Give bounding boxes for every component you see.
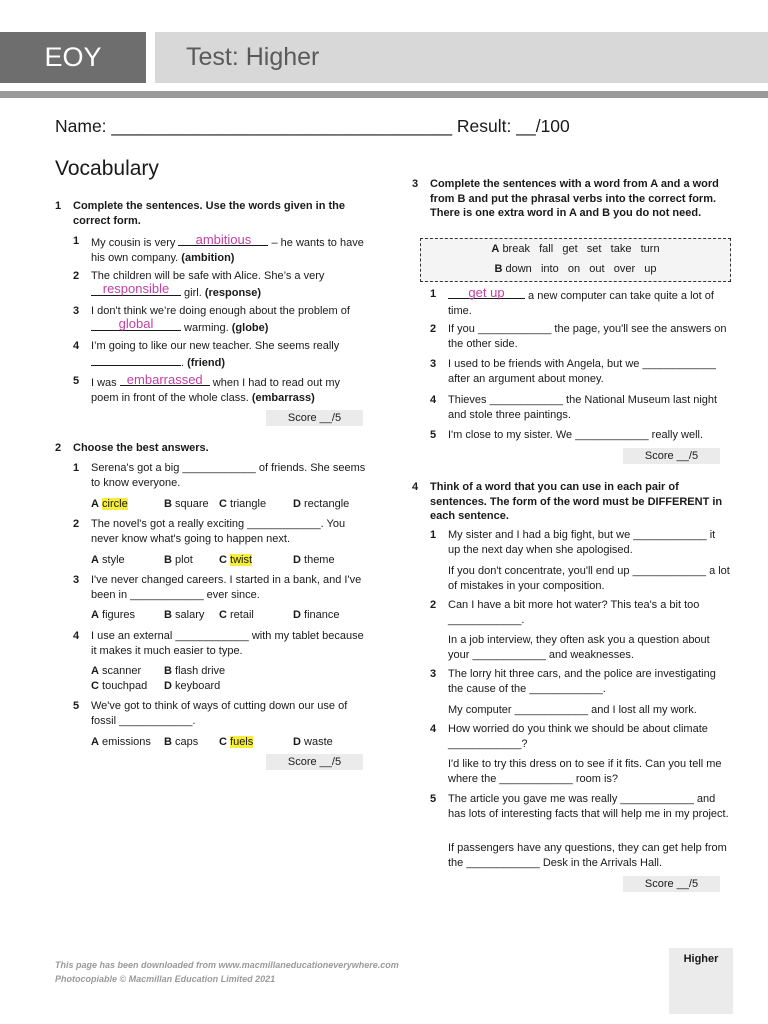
q4-score-box: Score __/5 [623, 876, 720, 892]
item-number: 1 [430, 288, 437, 300]
q2-options-5 [91, 735, 366, 750]
section-heading: Vocabulary [55, 157, 159, 180]
q3-item-1 [430, 284, 730, 318]
q2-item-4 [73, 629, 366, 658]
option-c[interactable]: C fuels [219, 736, 254, 748]
item-text: I was [91, 377, 120, 389]
q3-item-4 [430, 393, 730, 422]
q4-item-5a [430, 792, 730, 821]
header-divider [0, 91, 768, 98]
item-text: My cousin is very [91, 237, 179, 249]
q1-item-1 [73, 231, 366, 265]
option-d[interactable]: D finance [293, 609, 340, 621]
q2-item-5 [73, 699, 366, 728]
q4-instruction-text: Think of a word that you can use in each pair of sentences. The form of the word must be DIFFERENT in each sentence. [430, 481, 723, 522]
page-title: Test: Higher [186, 43, 320, 71]
q4-item-3a [430, 667, 730, 696]
item-number: 3 [430, 668, 437, 680]
q3-score-box: Score __/5 [623, 448, 720, 464]
item-text: – he wants to have his own company. [91, 237, 364, 264]
q2-options-4a [91, 664, 366, 679]
item-text: Thieves ____________ the National Museum last night and stole three paintings. [448, 394, 718, 421]
option-b[interactable]: B caps [164, 736, 199, 748]
q1-item-4 [73, 339, 376, 370]
answer-blank[interactable] [91, 316, 181, 331]
q2-number: 2 [55, 442, 62, 454]
option-d[interactable]: D theme [293, 554, 335, 566]
q3-item-3 [430, 357, 730, 386]
handwritten-answer: embarrassed [126, 371, 203, 387]
q1-item-2 [73, 269, 376, 300]
item-number: 1 [73, 462, 80, 474]
answer-blank[interactable] [91, 354, 181, 366]
q2-instruction [55, 441, 365, 456]
word-box [420, 238, 731, 282]
q2-item-1 [73, 461, 366, 490]
item-text: My sister and I had a big fight, but we ____________ it up the next day when she apologised. [448, 529, 716, 556]
q1-item-5 [73, 371, 366, 405]
option-b[interactable]: B plot [164, 554, 193, 566]
q3-instruction-text: Complete the sentences with a word from A and a word from B and put the phrasal verbs into the correct form. There is one extra word in A and B you do not need. [430, 178, 719, 219]
q4-item-4b: I'd like to try this dress on to see if it fits. Can you tell me where the ____________ room is? [448, 758, 722, 785]
handwritten-answer: get up [468, 284, 505, 300]
q4-item-5b: If passengers have any questions, they can get help from the ____________ Desk in the Arrivals Hall. [448, 842, 727, 869]
option-a[interactable]: A figures [91, 609, 136, 621]
handwritten-answer: responsible [102, 281, 170, 296]
item-number: 1 [73, 235, 80, 247]
q2-options-3 [91, 608, 366, 623]
item-number: 3 [73, 574, 80, 586]
item-text: I don't think we’re doing enough about the problem of [91, 305, 350, 317]
option-d[interactable]: D keyboard [164, 680, 221, 692]
q4-item-2a [430, 598, 730, 627]
footer-photocopiable-line: Photocopiable © Macmillan Education Limited 2021 [55, 974, 276, 984]
item-text: warming. [181, 321, 232, 334]
q4-item-3b: My computer ____________ and I lost all my work. [448, 704, 697, 716]
option-a[interactable]: A style [91, 554, 125, 566]
item-number: 5 [73, 700, 80, 712]
handwritten-answer: global [118, 316, 154, 331]
q3-number: 3 [412, 178, 419, 190]
item-text: I’m going to like our new teacher. She seems really [91, 340, 340, 352]
q4-number: 4 [412, 481, 419, 493]
answer-blank[interactable] [91, 281, 181, 296]
q2-options-2 [91, 553, 366, 568]
item-text: Serena's got a big ____________ of friends. She seems to know everyone. [91, 462, 366, 489]
option-a[interactable]: A emissions [91, 736, 151, 748]
q2-options-1 [91, 497, 366, 512]
name-result-line: Name: ___________________________________ Result: __/100 [55, 116, 570, 136]
item-number: 3 [430, 358, 437, 370]
option-c[interactable]: C twist [219, 554, 253, 566]
word-cue: (friend) [187, 356, 226, 369]
option-b[interactable]: B flash drive [164, 665, 226, 677]
q1-number: 1 [55, 200, 62, 212]
q3-instruction [412, 177, 730, 221]
item-number: 2 [73, 518, 80, 530]
q1-instruction-text: Complete the sentences. Use the words given in the correct form. [73, 200, 346, 227]
footer-download-line: This page has been downloaded from www.macmillaneducationeverywhere.com [55, 960, 399, 970]
item-text: I'm close to my sister. We ____________ really well. [448, 429, 704, 441]
item-number: 2 [430, 599, 437, 611]
word-cue: (embarrass) [251, 391, 315, 404]
item-number: 5 [73, 375, 80, 387]
q3-item-5 [430, 428, 730, 443]
option-d[interactable]: D rectangle [293, 498, 350, 510]
q3-item-2 [430, 322, 730, 351]
q2-item-2 [73, 517, 366, 546]
item-text: The lorry hit three cars, and the police are investigating the cause of the ____________. [448, 668, 716, 695]
item-text: The article you gave me was really ____________ and has lots of interesting facts that will help me in my project. [448, 793, 729, 820]
option-c[interactable]: C retail [219, 609, 254, 621]
item-text: We've got to think of ways of cutting down our use of fossil ____________. [91, 700, 348, 727]
word-cue: (response) [204, 286, 262, 299]
option-c[interactable]: C triangle [219, 498, 267, 510]
item-text: I use an external ____________ with my tablet because it makes it much easier to type. [91, 630, 364, 657]
item-text: girl. [181, 286, 205, 299]
q4-item-1b: If you don't concentrate, you'll end up ____________ a lot of mistakes in your composition. [448, 565, 730, 592]
q2-item-3 [73, 573, 366, 602]
option-b[interactable]: B salary [164, 609, 205, 621]
word-box-row-a: A break fall get set take turn [491, 243, 660, 255]
item-text: The children will be safe with Alice. She’s a very [91, 270, 325, 282]
option-a[interactable]: A circle [91, 498, 128, 510]
item-number: 2 [73, 270, 80, 282]
item-number: 4 [73, 630, 80, 642]
item-text: when I had to read out my poem in front of the whole class. [91, 377, 340, 404]
answer-blank[interactable] [448, 284, 525, 300]
footer-copyright [55, 958, 399, 986]
q2-options-4b [91, 679, 366, 694]
q2-score-box: Score __/5 [266, 754, 363, 770]
option-a[interactable]: A scanner [91, 665, 142, 677]
item-text: Can I have a bit more hot water? This tea's a bit too ____________. [448, 599, 700, 626]
handwritten-answer: ambitious [195, 231, 252, 247]
item-number: 4 [430, 394, 437, 406]
answer-blank[interactable] [178, 231, 268, 247]
item-number: 4 [73, 340, 80, 352]
item-number: 3 [73, 305, 80, 317]
q4-item-4a [430, 722, 730, 751]
q1-item-3 [73, 304, 376, 335]
item-text: The novel's got a really exciting ____________. You never know what's going to happen next. [91, 518, 346, 545]
item-text: I used to be friends with Angela, but we ____________ after an argument about money. [448, 358, 716, 385]
word-cue: (ambition) [181, 251, 235, 264]
footer-level-label: Higher [683, 953, 719, 965]
q1-instruction [55, 199, 365, 228]
item-number: 4 [430, 723, 437, 735]
item-text: a new computer can take quite a lot of time. [448, 290, 714, 317]
item-number: 2 [430, 323, 437, 335]
option-c[interactable]: C touchpad [91, 680, 148, 692]
word-cue: (globe) [231, 321, 269, 334]
answer-blank[interactable] [120, 371, 210, 387]
item-number: 1 [430, 529, 437, 541]
item-text: How worried do you think we should be about climate ____________? [448, 723, 708, 750]
word-box-row-b: B down into on out over up [494, 263, 657, 275]
q4-item-2b: In a job interview, they often ask you a question about your ____________ and weaknesses. [448, 634, 710, 661]
q1-score-box: Score __/5 [266, 410, 363, 426]
q4-item-1a [430, 528, 730, 557]
header-badge: EOY [44, 42, 102, 72]
item-text: I've never changed careers. I started in a bank, and I've been in ____________ ever since. [91, 574, 362, 601]
item-number: 5 [430, 429, 437, 441]
q2-instruction-text: Choose the best answers. [73, 442, 209, 454]
q4-instruction [412, 480, 730, 524]
option-b[interactable]: B square [164, 498, 209, 510]
option-d[interactable]: D waste [293, 736, 333, 748]
item-number: 5 [430, 793, 437, 805]
item-text: . [181, 356, 188, 369]
item-text: If you ____________ the page, you'll see the answers on the other side. [448, 323, 727, 350]
